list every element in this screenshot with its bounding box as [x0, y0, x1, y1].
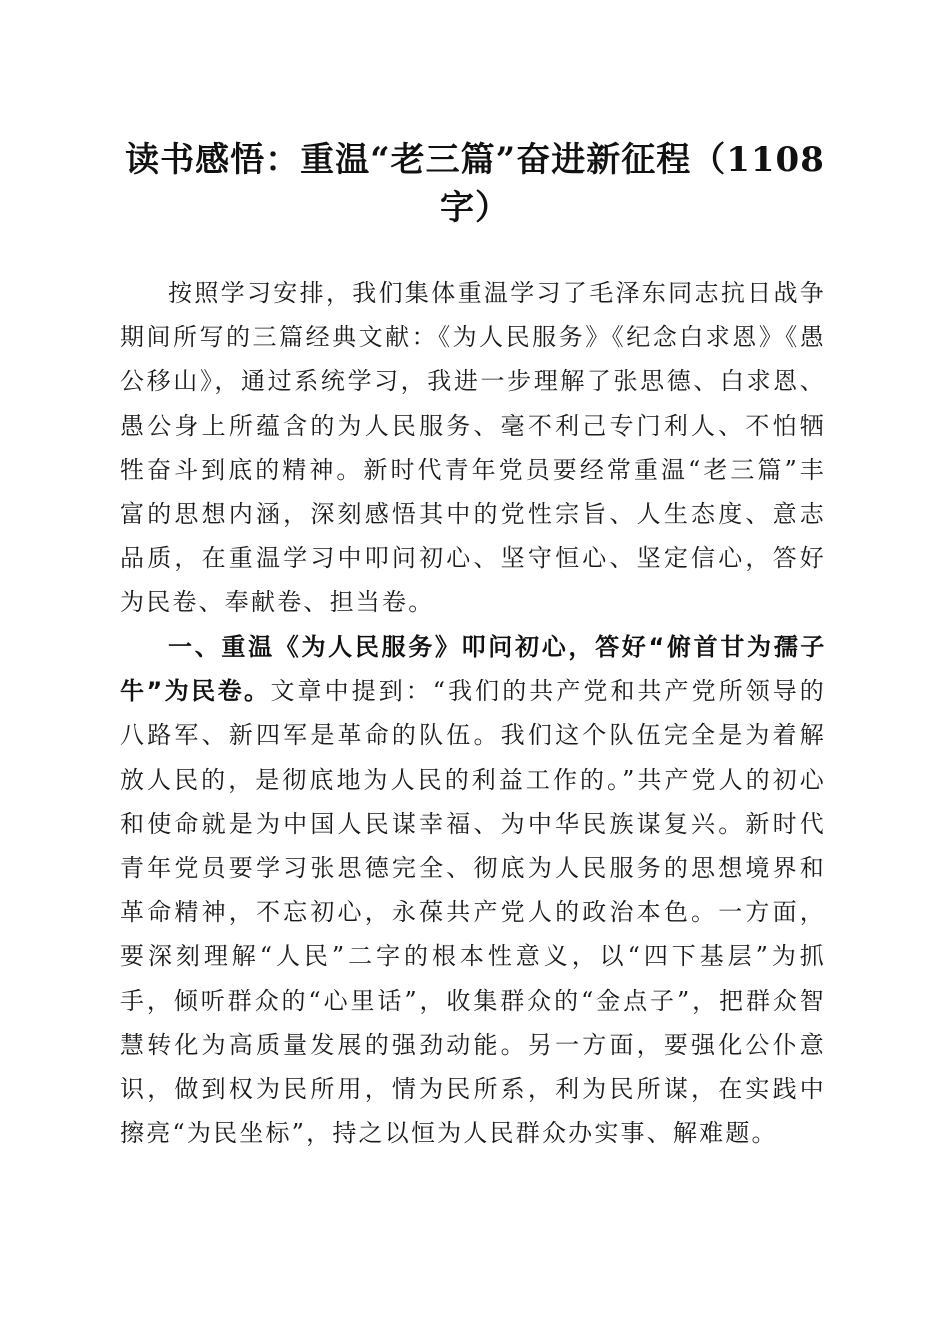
paragraph-intro [120, 271, 826, 625]
section-one-text: 文章中提到：“我们的共产党和共产党所领导的八路军、新四军是革命的队伍。我们这个队伍完全是为着解放人民的，是彻底地为人民的利益工作的。”共产党人的初心和使命就是为中国人民谋幸福、为中华民族谋复兴。新时代青年党员要学习张思德完全、彻底为人民服务的思想境界和革命精神，不忘初心，永葆共产党人的政治本色。一方面，要深刻理解“人民”二字的根本性意义，以“四下基层”为抓手，倾听群众的“心里话”，收集群众的“金点子”，把群众智慧转化为高质量发展的强劲动能。另一方面，要强化公仆意识，做到权为民所用，情为民所系，利为民所谋，在实践中擦亮“为民坐标”，持之以恒为人民群众办实事、解难题。 [120, 677, 827, 1148]
paragraph-section-one [120, 625, 826, 1155]
section-one-heading: 一、重温《为人民服务》叩问初心，答好“俯首甘为孺子牛”为民卷。 [120, 633, 826, 706]
document-title: 读书感悟：重温“老三篇”奋进新征程（1108字） [125, 140, 825, 228]
paragraph-intro-text: 按照学习安排，我们集体重温学习了毛泽东同志抗日战争期间所写的三篇经典文献：《为人民服务》《纪念白求恩》《愚公移山》，通过系统学习，我进一步理解了张思德、白求恩、愚公身上所蕴含的为人民服务、毫不利己专门利人、不怕牺牲奋斗到底的精神。新时代青年党员要经常重温“老三篇”丰富的思想内涵，深刻感悟其中的党性宗旨、人生态度、意志品质，在重温学习中叩问初心、坚守恒心、坚定信心，答好为民卷、奉献卷、担当卷。 [120, 279, 826, 617]
